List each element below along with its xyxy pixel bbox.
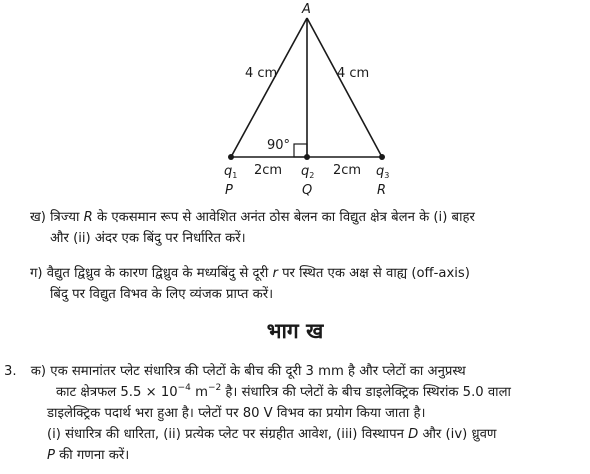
q3-number: 3. (4, 364, 17, 379)
item-ga-line-1: ग) वैद्युत द्विध्रुव के कारण द्विध्रुव के मध्यबिंदु से दूरी r पर स्थित एक अक्ष से वाह्य (off-axis) (30, 266, 470, 281)
charge-label-q2: q2 (301, 164, 315, 180)
angle-label: 90° (267, 138, 291, 153)
q3-line-1: 3. क) एक समानांतर प्लेट संधारित्र की प्लेटों के बीच की दूरी 3 mm है और प्लेटों का अनुप्रस्थ (4, 364, 466, 379)
variable-r-small: r (272, 266, 278, 281)
charge-dot-p (228, 154, 234, 160)
item-ga-line-2: बिंदु पर विद्युत विभव के लिए व्यंजक प्राप्त करें। (50, 287, 274, 302)
charge-dot-q (304, 154, 310, 160)
item-kha-marker: ख) (30, 210, 46, 225)
q3-line-2: काट क्षेत्रफल $5.5 \times 10^{-4}$ $m^{-2}$ है। संधारित्र की प्लेटों के बीच डाइलेक्ट्रिक स्थिरांक 5.0 वाला (56, 383, 511, 400)
variable-r: R (83, 210, 93, 225)
q3-line-3: डाइलेक्ट्रिक पदार्थ भरा हुआ है। प्लेटों पर 80 V विभव का प्रयोग किया जाता है। (47, 406, 426, 421)
point-label-q: Q (302, 183, 313, 198)
variable-d: D (408, 427, 419, 442)
point-label-p: P (225, 183, 233, 198)
q3-marker: क) (30, 364, 47, 379)
charge-label-q1: q1 (224, 164, 238, 180)
question-item-kha (30, 207, 475, 249)
apex-label: A (302, 2, 311, 17)
q3-line-4: (i) संधारित्र की धारिता, (ii) प्रत्येक प्लेट पर संग्रहीत आवेश, (iii) विस्थापन D और (iv) ध्रुवण (47, 427, 497, 442)
question-3 (4, 361, 511, 466)
charge-label-q3: q3 (376, 164, 390, 180)
right-side-label: 4 cm (337, 66, 370, 81)
q3-line-5: P की गणना करें। (47, 448, 130, 463)
point-label-r: R (377, 183, 387, 198)
right-gap-label: 2cm (333, 163, 362, 178)
left-gap-label: 2cm (254, 163, 283, 178)
section-heading: भाग ख (266, 319, 324, 343)
side-ap (231, 18, 307, 157)
variable-p: P (47, 448, 55, 463)
left-side-label: 4 cm (245, 66, 278, 81)
triangle-figure (0, 0, 590, 200)
charge-dot-r (379, 154, 385, 160)
item-ga-marker: ग) (30, 266, 43, 281)
question-item-ga (30, 263, 470, 305)
side-ar (307, 18, 382, 157)
item-kha-line-2: और (ii) अंदर एक बिंदु पर निर्धारित करें। (50, 231, 246, 246)
item-kha-line-1: ख) त्रिज्या R के एकसमान रूप से आवेशित अनंत ठोस बेलन का विद्युत क्षेत्र बेलन के (i) बाहर (30, 210, 475, 225)
